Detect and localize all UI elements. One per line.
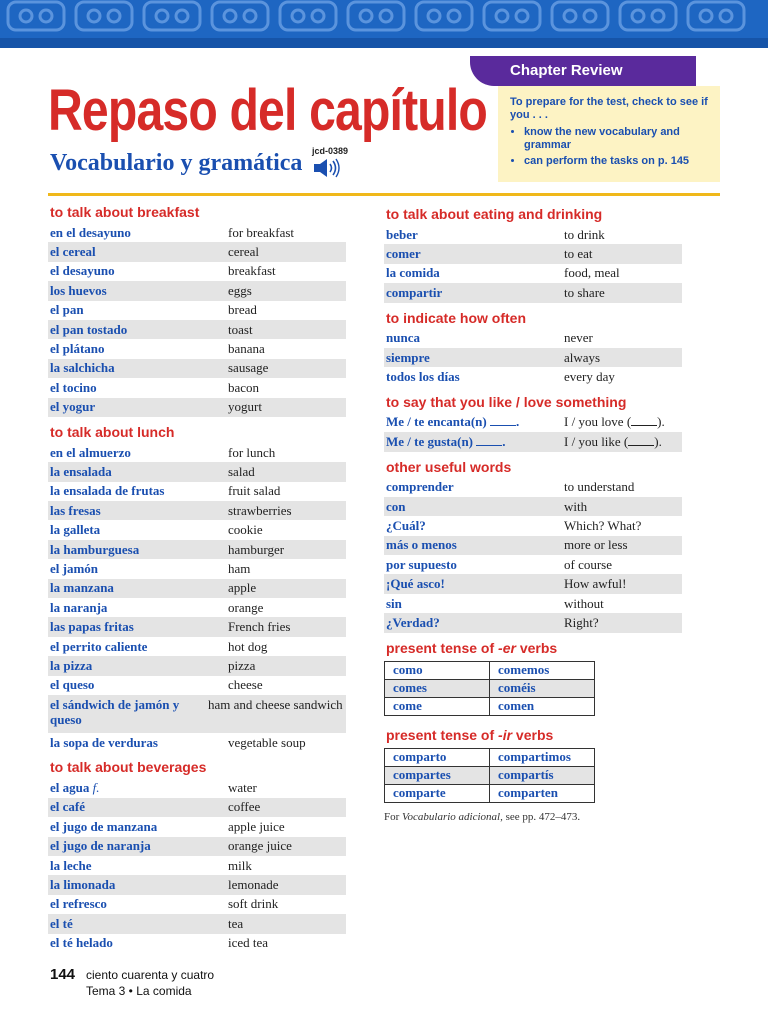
spanish-term: más o menos <box>386 537 457 553</box>
english-term: cheese <box>228 677 263 693</box>
english-term: cookie <box>228 522 263 538</box>
english-term: coffee <box>228 799 261 815</box>
spanish-term: siempre <box>386 349 430 365</box>
spanish-term: el refresco <box>50 896 107 912</box>
spanish-term: el té helado <box>50 935 113 951</box>
english-term: hot dog <box>228 638 268 654</box>
spanish-term: la sopa de verduras <box>50 734 158 750</box>
spanish-term: las fresas <box>50 502 101 518</box>
vocab-row <box>48 482 346 501</box>
vocab-row <box>384 574 682 593</box>
verb-cell: coméis <box>490 679 595 697</box>
section-heading: to talk about lunch <box>50 423 175 440</box>
english-term: for lunch <box>228 444 276 460</box>
aztec-glyph-icon <box>616 0 682 36</box>
english-term: cereal <box>228 244 260 260</box>
english-term: always <box>564 349 601 365</box>
spanish-term: el agua f. <box>50 780 100 796</box>
vocab-row <box>384 225 682 244</box>
spanish-term: por supuesto <box>386 556 457 572</box>
vocab-row <box>384 594 682 613</box>
vocab-row <box>384 497 682 516</box>
blank-line <box>628 436 654 446</box>
spanish-term: la ensalada de frutas <box>50 483 165 499</box>
decorative-banner <box>0 0 768 48</box>
theme-label: Tema 3 • La comida <box>86 984 192 998</box>
spanish-term: comprender <box>386 479 454 495</box>
spanish-term: las papas fritas <box>50 619 134 635</box>
vocab-row <box>48 301 346 320</box>
spanish-term: la galleta <box>50 522 101 538</box>
review-bullet: • can perform the tasks on p. 145 <box>524 155 710 168</box>
vocab-row <box>384 536 682 555</box>
gender-note: f. <box>92 780 100 796</box>
audio-code: jcd-0389 <box>312 146 349 156</box>
spanish-term: el jugo de manzana <box>50 818 158 834</box>
verb-cell: compartes <box>385 766 490 784</box>
spanish-term: la manzana <box>50 580 114 596</box>
spanish-term: la pizza <box>50 657 93 673</box>
english-term: How awful! <box>564 576 627 592</box>
verb-cell: comparten <box>490 784 595 802</box>
blank-line <box>490 416 516 426</box>
spanish-term: la comida <box>386 265 440 281</box>
verb-cell: compartimos <box>490 748 595 766</box>
vocab-row <box>48 914 346 933</box>
vocab-row <box>48 559 346 578</box>
english-term: banana <box>228 341 265 357</box>
blank-line <box>631 416 657 426</box>
vocab-row <box>48 540 346 559</box>
vocab-row <box>384 329 682 348</box>
banner-bar <box>0 38 768 48</box>
spanish-term: el queso <box>50 677 95 693</box>
english-term: to understand <box>564 479 635 495</box>
vocab-row <box>48 856 346 875</box>
review-bullet: • know the new vocabulary and grammar <box>524 126 710 152</box>
vocab-row <box>384 413 682 432</box>
vocab-row <box>384 555 682 574</box>
vocab-row <box>48 617 346 636</box>
section-heading: other useful words <box>386 458 512 475</box>
spanish-term: el cereal <box>50 244 96 260</box>
vocab-row <box>48 934 346 953</box>
spanish-term: la leche <box>50 857 92 873</box>
vocab-row <box>48 676 346 695</box>
spanish-term: el yogur <box>50 399 96 415</box>
aztec-glyph-icon <box>480 0 546 36</box>
english-term: of course <box>564 556 613 572</box>
english-term: ham <box>228 560 251 576</box>
vocab-row <box>48 817 346 836</box>
vocab-row <box>48 837 346 856</box>
vocab-row <box>48 359 346 378</box>
spanish-term: la limonada <box>50 877 116 893</box>
english-term: orange <box>228 599 264 615</box>
english-term: to share <box>564 284 605 300</box>
aztec-glyph-icon <box>548 0 614 36</box>
review-checklist <box>498 86 720 182</box>
spanish-term: Me / te encanta(n) . <box>386 414 520 430</box>
english-term: eggs <box>228 282 252 298</box>
vocab-row <box>384 432 682 451</box>
vocab-row <box>384 613 682 632</box>
blank-line <box>476 436 502 446</box>
section-heading: present tense of -er verbs <box>386 639 558 656</box>
spanish-term: Me / te gusta(n) . <box>386 433 506 449</box>
aztec-glyph-icon <box>4 0 70 36</box>
english-term: apple <box>228 580 257 596</box>
spanish-term: la naranja <box>50 599 108 615</box>
page-number: 144 <box>50 966 76 983</box>
english-term: bread <box>228 302 257 318</box>
vocab-row <box>48 443 346 462</box>
section-heading: to indicate how often <box>386 309 526 326</box>
verb-cell: comen <box>490 697 595 715</box>
english-term: more or less <box>564 537 628 553</box>
spanish-term: comer <box>386 246 421 262</box>
english-term: water <box>228 780 257 796</box>
vocab-row <box>48 778 346 797</box>
spanish-term: el sándwich de jamón y queso <box>50 696 180 727</box>
vocab-row <box>48 378 346 397</box>
vocab-row <box>48 895 346 914</box>
vocab-row <box>384 264 682 283</box>
spanish-term: ¿Cuál? <box>386 517 426 533</box>
spanish-term: en el desayuno <box>50 224 131 240</box>
section-heading: to talk about breakfast <box>50 204 200 220</box>
english-term: I / you love ( ). <box>564 414 665 430</box>
vocab-row <box>384 348 682 367</box>
footnote: For Vocabulario adicional, see pp. 472–473. <box>384 810 581 823</box>
vocab-row <box>48 462 346 481</box>
spanish-term: sin <box>386 595 402 611</box>
vocab-row <box>48 637 346 656</box>
english-term: with <box>564 498 588 514</box>
english-term: soft drink <box>228 896 279 912</box>
english-term: I / you like ( ). <box>564 433 662 449</box>
aztec-glyph-icon <box>412 0 478 36</box>
section-heading: to talk about eating and drinking <box>386 206 603 222</box>
vocab-row <box>48 223 346 242</box>
ir-verb-table <box>384 748 595 803</box>
spanish-term: el pan tostado <box>50 321 128 337</box>
aztec-glyph-icon <box>276 0 342 36</box>
vocab-row <box>384 367 682 386</box>
english-term: to drink <box>564 226 605 242</box>
english-term: hamburger <box>228 541 285 557</box>
english-term: yogurt <box>228 399 262 415</box>
english-term: orange juice <box>228 838 292 854</box>
spanish-term: beber <box>386 226 418 242</box>
spanish-term: compartir <box>386 284 443 300</box>
english-term: never <box>564 330 593 346</box>
spanish-term: el jamón <box>50 560 99 576</box>
vocab-row <box>48 875 346 894</box>
english-term: French fries <box>228 619 291 635</box>
spanish-term: el desayuno <box>50 263 115 279</box>
spanish-term: ¡Qué asco! <box>386 576 445 592</box>
english-term: for breakfast <box>228 224 295 240</box>
english-term: strawberries <box>228 502 292 518</box>
spanish-term: nunca <box>386 330 420 346</box>
english-term: Right? <box>564 614 599 630</box>
english-term: toast <box>228 321 253 337</box>
aztec-glyph-icon <box>208 0 274 36</box>
vocab-row <box>48 695 346 733</box>
spanish-term: todos los días <box>386 369 460 385</box>
spanish-term: la salchicha <box>50 360 115 376</box>
er-verb-table <box>384 661 595 716</box>
english-term: ham and cheese sandwich <box>208 696 343 712</box>
spanish-term: en el almuerzo <box>50 444 131 460</box>
english-term: vegetable soup <box>228 734 306 750</box>
page-subtitle: Vocabulario y gramática <box>50 150 303 176</box>
spanish-term: el té <box>50 915 73 931</box>
vocab-row <box>48 281 346 300</box>
section-heading: to talk about beverages <box>50 759 207 776</box>
english-term: without <box>564 595 604 611</box>
speaker-icon[interactable] <box>312 158 342 178</box>
spanish-term: la ensalada <box>50 463 112 479</box>
verb-cell: como <box>385 661 490 679</box>
left-column <box>48 203 346 953</box>
right-column <box>384 205 682 823</box>
spanish-term: el café <box>50 799 86 815</box>
chapter-review-tab: Chapter Review <box>470 56 696 86</box>
vocab-row <box>48 656 346 675</box>
english-term: lemonade <box>228 877 279 893</box>
vocab-row <box>48 598 346 617</box>
aztec-glyph-icon <box>344 0 410 36</box>
aztec-glyph-icon <box>684 0 750 36</box>
vocab-row <box>48 520 346 539</box>
english-term: tea <box>228 915 244 931</box>
english-term: sausage <box>228 360 269 376</box>
page-number-words: ciento cuarenta y cuatro <box>86 968 215 982</box>
english-term: fruit salad <box>228 483 281 499</box>
vocab-row <box>48 242 346 261</box>
aztec-glyph-icon <box>72 0 138 36</box>
vocab-row <box>384 244 682 263</box>
english-term: pizza <box>228 657 256 673</box>
english-term: apple juice <box>228 818 285 834</box>
verb-cell: compartís <box>490 766 595 784</box>
vocab-row <box>48 798 346 817</box>
vocab-row <box>48 320 346 339</box>
vocab-row <box>48 733 346 752</box>
english-term: breakfast <box>228 263 276 279</box>
verb-cell: comparte <box>385 784 490 802</box>
aztec-glyph-icon <box>140 0 206 36</box>
spanish-term: los huevos <box>50 282 107 298</box>
vocab-row <box>384 478 682 497</box>
vocab-row <box>48 398 346 417</box>
verb-cell: comemos <box>490 661 595 679</box>
section-heading: present tense of -ir verbs <box>386 726 554 743</box>
english-term: to eat <box>564 246 593 262</box>
spanish-term: el plátano <box>50 341 105 357</box>
review-intro: To prepare for the test, check to see if you . . . <box>510 96 708 121</box>
vocab-row <box>48 501 346 520</box>
vocab-row <box>48 262 346 281</box>
verb-cell: comparto <box>385 748 490 766</box>
english-term: bacon <box>228 379 260 395</box>
english-term: iced tea <box>228 935 269 951</box>
spanish-term: con <box>386 498 406 514</box>
spanish-term: el perrito caliente <box>50 638 148 654</box>
spanish-term: el tocino <box>50 379 97 395</box>
verb-cell: comes <box>385 679 490 697</box>
english-term: every day <box>564 369 615 385</box>
spanish-term: ¿Verdad? <box>386 614 440 630</box>
vocab-row <box>384 516 682 535</box>
verb-cell: come <box>385 697 490 715</box>
page-title: Repaso del capítulo <box>48 78 487 143</box>
english-term: salad <box>228 463 255 479</box>
english-term: Which? What? <box>564 517 642 533</box>
spanish-term: el pan <box>50 302 84 318</box>
spanish-term: el jugo de naranja <box>50 838 151 854</box>
section-heading: to say that you like / love something <box>386 393 627 410</box>
vocab-row <box>384 283 682 302</box>
vocab-row <box>48 579 346 598</box>
english-term: milk <box>228 857 252 873</box>
english-term: food, meal <box>564 265 620 281</box>
title-divider <box>48 193 720 196</box>
spanish-term: la hamburguesa <box>50 541 140 557</box>
vocab-row <box>48 339 346 358</box>
